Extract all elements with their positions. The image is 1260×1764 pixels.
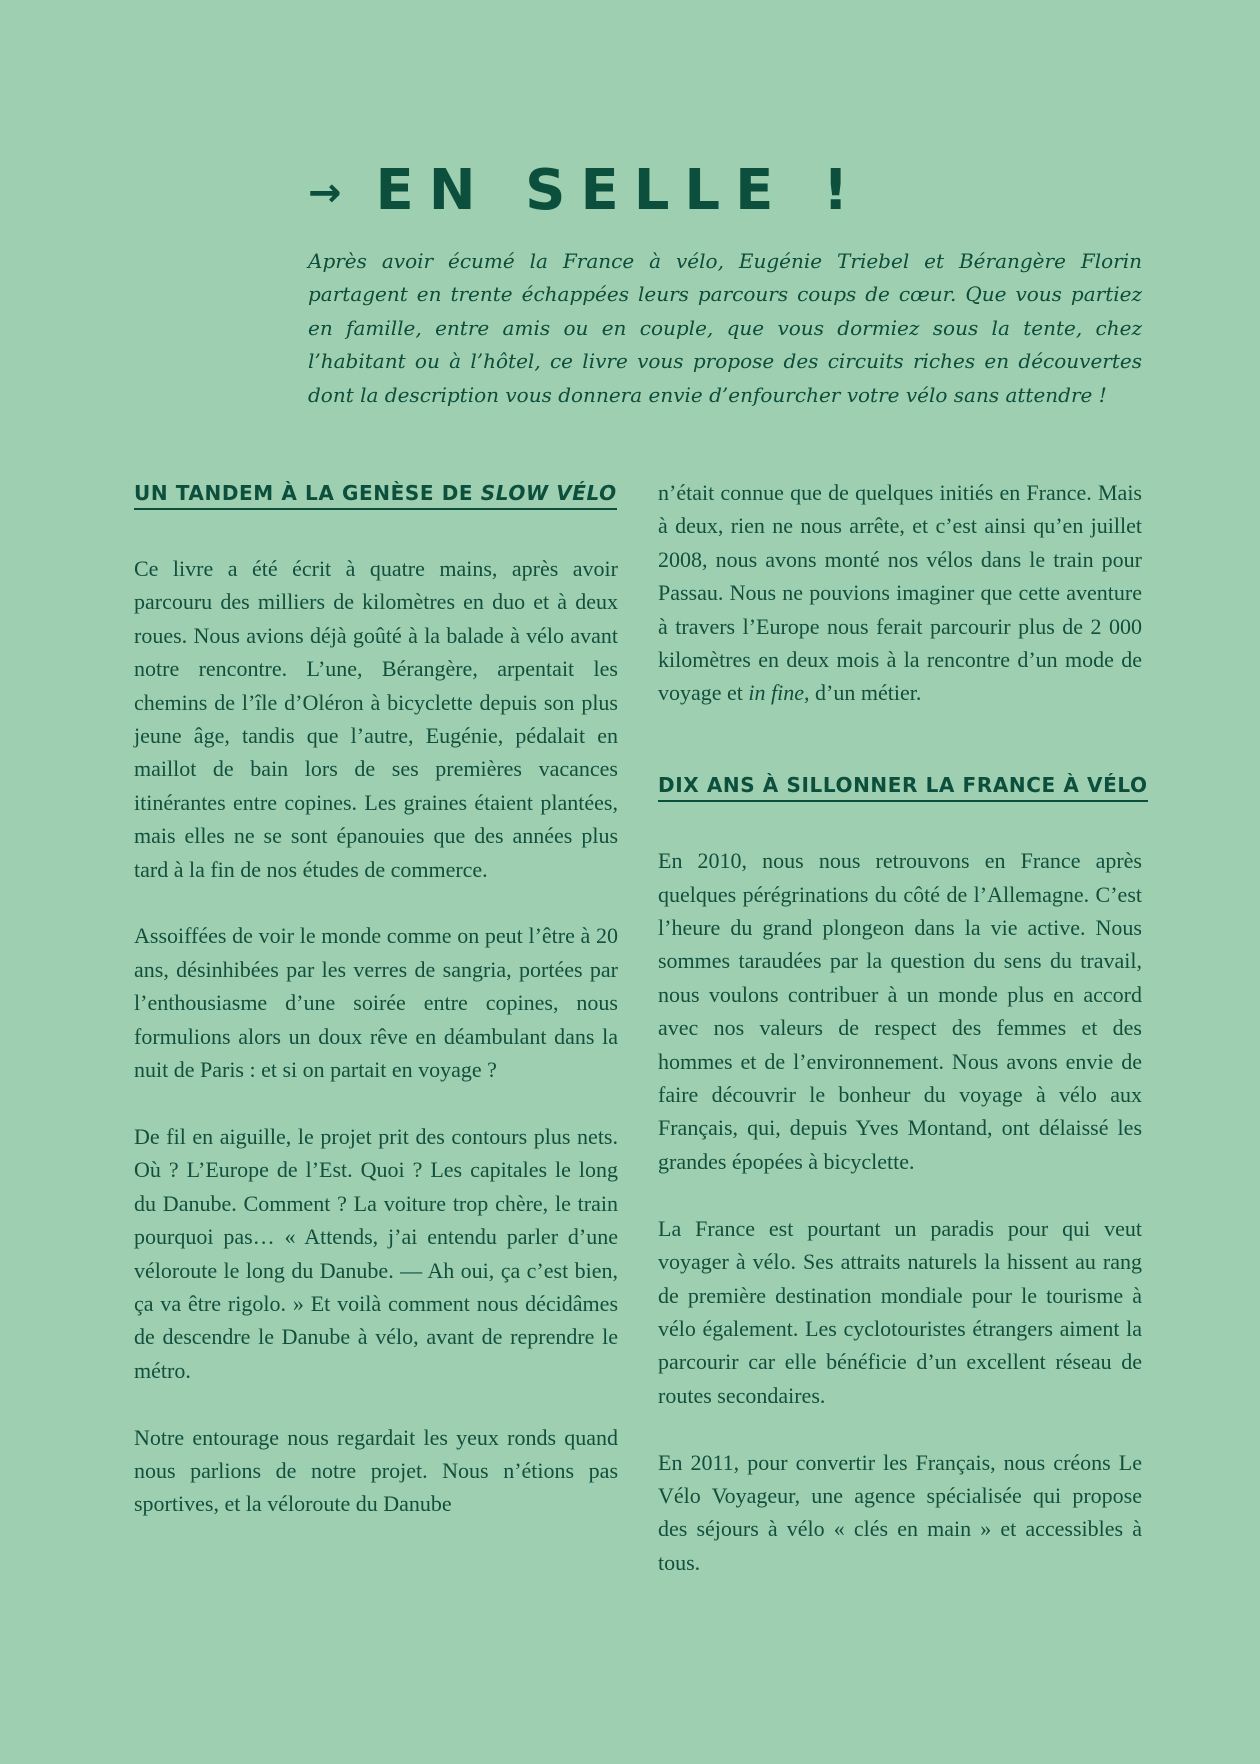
section-heading-tandem-text: UN TANDEM À LA GENÈSE DE [134, 481, 481, 505]
body-paragraph: De fil en aiguille, le projet prit des contours plus nets. Où ? L’Europe de l’Est. Quoi ? Les capitales le long du Danube. Comment ? La voiture trop chère, le train pourquoi pas… « Attends, j’ai entendu parler d’une véloroute le long du Danube. — Ah oui, ça c’est bien, ça va être rigolo. » Et voilà comment nous décidâmes de descendre le Danube à vélo, avant de reprendre le métro. [134, 1123, 618, 1383]
body-paragraph: Assoiffées de voir le monde comme on peut l’être à 20 ans, désinhibées par les verres de sangria, portées par l’enthousiasme d’une soirée entre copines, nous formulions alors un doux rêve en déambulant dans la nuit de Paris : et si on partait en voyage ? [134, 923, 618, 1083]
body-paragraph: En 2011, pour convertir les Français, nous créons Le Vélo Voyageur, une agence spécialisée qui propose des séjours à vélo « clés en main » et accessibles à tous. [658, 1449, 1142, 1575]
body-paragraph: Notre entourage nous regardait les yeux ronds quand nous parlions de notre projet. Nous n’étions pas sportives, et la véloroute du Danube [134, 1424, 618, 1517]
section-heading-tandem [134, 479, 617, 510]
continuation-italic: in fine [748, 680, 805, 706]
arrow-right-icon: → [308, 169, 342, 216]
page-title [308, 158, 863, 223]
body-paragraph: En 2010, nous nous retrouvons en France après quelques pérégrinations du côté de l’Allemagne. C’est l’heure du grand plongeon dans la vie active. Nous sommes taraudées par la question du sens du travail, nous voulons contribuer à un monde plus en accord avec nos valeurs de respect des femmes et des hommes et de l’environnement. Nous avons envie de faire découvrir le bonheur du voyage à vélo aux Français, qui, depuis Yves Montand, ont délaissé les grandes épopées à bicyclette. [658, 848, 1142, 1174]
section-heading-tandem-italic: SLOW VÉLO [480, 481, 617, 505]
body-paragraph-continuation [658, 476, 1142, 710]
body-paragraph: Ce livre a été écrit à quatre mains, après avoir parcouru des milliers de kilomètres en duo et à deux roues. Nous avions déjà goûté à la balade à vélo avant notre rencontre. L’une, Bérangère, arpentait les chemins de l’île d’Oléron à bicyclette depuis son plus jeune âge, tandis que l’autre, Eugénie, pédalait en maillot de bain lors de ses premières vacances itinérantes entre copines. Les graines étaient plantées, mais elles ne se sont épanouies que des années plus tard à la fin de nos études de commerce. [134, 556, 618, 882]
continuation-text: n’était connue que de quelques initiés en France. Mais à deux, rien ne nous arrête, et c’est ainsi qu’en juillet 2008, nous avons monté nos vélos dans le train pour Passau. Nous ne pouvions imaginer que cette aventure à travers l’Europe nous ferait parcourir plus de 2 000 kilomètres en deux mois à la rencontre d’un mode de voyage et [658, 480, 1142, 706]
right-column [658, 476, 1148, 1579]
page-title-text: EN SELLE ! [375, 158, 864, 223]
body-paragraph: La France est pourtant un paradis pour qui veut voyager à vélo. Ses attraits naturels la hissent au rang de première destination mondiale pour le tourisme à vélo également. Les cyclotouristes étrangers aiment la parcourir car elle bénéficie d’un excellent réseau de routes secondaires. [658, 1215, 1142, 1408]
section-heading-dix-ans: DIX ANS À SILLONNER LA FRANCE À VÉLO [658, 771, 1148, 802]
intro-paragraph: Après avoir écumé la France à vélo, Eugénie Triebel et Bérangère Florin partagent en trente échappées leurs parcours coups de cœur. Que vous partiez en famille, entre amis ou en couple, que vous dormiez sous la tente, chez l’habitant ou à l’hôtel, ce livre vous propose des circuits riches en découvertes dont la description vous donnera envie d’enfourcher votre vélo sans attendre ! [308, 249, 1142, 407]
left-column [134, 476, 618, 1521]
continuation-end: , d’un métier. [804, 680, 922, 706]
